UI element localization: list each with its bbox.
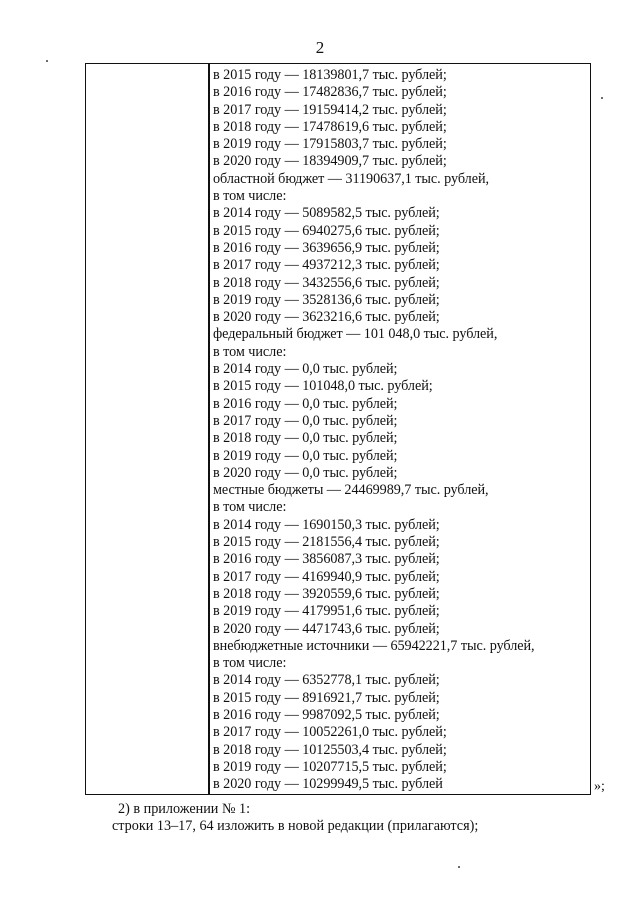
table-line: местные бюджеты — 24469989,7 тыс. рублей,	[213, 482, 489, 499]
table-line: в 2016 году — 3639656,9 тыс. рублей;	[213, 239, 440, 256]
table-line: в том числе:	[213, 499, 287, 516]
table-line: в том числе:	[213, 188, 287, 205]
table-line: в 2018 году — 3432556,6 тыс. рублей;	[213, 274, 440, 291]
table-line: в 2020 году — 18394909,7 тыс. рублей;	[213, 153, 447, 170]
table-line: в том числе:	[213, 655, 287, 672]
table-line: в 2015 году — 18139801,7 тыс. рублей;	[213, 67, 447, 83]
paragraph-rows-instruction: строки 13–17, 64 изложить в новой редакции (прилагаются);	[112, 818, 479, 834]
budget-table	[85, 63, 591, 795]
page-number: 2	[315, 38, 325, 57]
table-line: в 2016 году — 0,0 тыс. рублей;	[213, 395, 398, 412]
table-line: в 2018 году — 0,0 тыс. рублей;	[213, 430, 398, 447]
table-line: в 2017 году — 19159414,2 тыс. рублей;	[213, 101, 447, 118]
scan-speck	[601, 97, 603, 99]
table-line: в 2014 году — 1690150,3 тыс. рублей;	[213, 516, 440, 533]
table-line: в 2019 году — 10207715,5 тыс. рублей;	[213, 758, 447, 775]
closing-quote-mark: »;	[594, 779, 605, 794]
table-line: областной бюджет — 31190637,1 тыс. рублей,	[213, 170, 489, 187]
funding-lines-list	[213, 67, 586, 793]
table-line: в 2014 году — 6352778,1 тыс. рублей;	[213, 672, 440, 689]
table-line: внебюджетные источники — 65942221,7 тыс. рублей,	[213, 637, 535, 654]
table-line: в 2015 году — 2181556,4 тыс. рублей;	[213, 534, 440, 551]
table-line: федеральный бюджет — 101 048,0 тыс. рублей,	[213, 326, 498, 343]
table-line: в 2016 году — 17482836,7 тыс. рублей;	[213, 84, 447, 101]
paragraph-appendix-heading: 2) в приложении № 1:	[118, 801, 251, 817]
table-line: в 2019 году — 17915803,7 тыс. рублей;	[213, 136, 447, 153]
table-line: в 2020 году — 4471743,6 тыс. рублей;	[213, 620, 440, 637]
table-line: в 2019 году — 0,0 тыс. рублей;	[213, 447, 398, 464]
table-line: в 2019 году — 4179951,6 тыс. рублей;	[213, 603, 440, 620]
scan-speck	[46, 60, 48, 62]
table-line: в 2018 году — 17478619,6 тыс. рублей;	[213, 118, 447, 135]
table-line: в 2015 году — 6940275,6 тыс. рублей;	[213, 222, 440, 239]
table-line: в 2017 году — 0,0 тыс. рублей;	[213, 412, 398, 429]
table-line: в 2017 году — 4937212,3 тыс. рублей;	[213, 257, 440, 274]
table-line: в 2017 году — 10052261,0 тыс. рублей;	[213, 724, 447, 741]
table-line: в 2015 году — 101048,0 тыс. рублей;	[213, 378, 433, 395]
table-line: в 2020 году — 10299949,5 тыс. рублей	[213, 776, 443, 793]
table-line: в 2015 году — 8916921,7 тыс. рублей;	[213, 689, 440, 706]
table-line: в том числе:	[213, 343, 287, 360]
table-line: в 2014 году — 5089582,5 тыс. рублей;	[213, 205, 440, 222]
table-line: в 2018 году — 3920559,6 тыс. рублей;	[213, 585, 440, 602]
table-line: в 2020 году — 3623216,6 тыс. рублей;	[213, 309, 440, 326]
table-line: в 2020 году — 0,0 тыс. рублей;	[213, 464, 398, 481]
table-line: в 2018 году — 10125503,4 тыс. рублей;	[213, 741, 447, 758]
table-line: в 2017 году — 4169940,9 тыс. рублей;	[213, 568, 440, 585]
table-line: в 2014 году — 0,0 тыс. рублей;	[213, 361, 398, 378]
table-line: в 2016 году — 9987092,5 тыс. рублей;	[213, 706, 440, 723]
column-divider	[208, 64, 210, 794]
scan-speck	[458, 866, 460, 868]
table-line: в 2019 году — 3528136,6 тыс. рублей;	[213, 291, 440, 308]
table-line: в 2016 году — 3856087,3 тыс. рублей;	[213, 551, 440, 568]
